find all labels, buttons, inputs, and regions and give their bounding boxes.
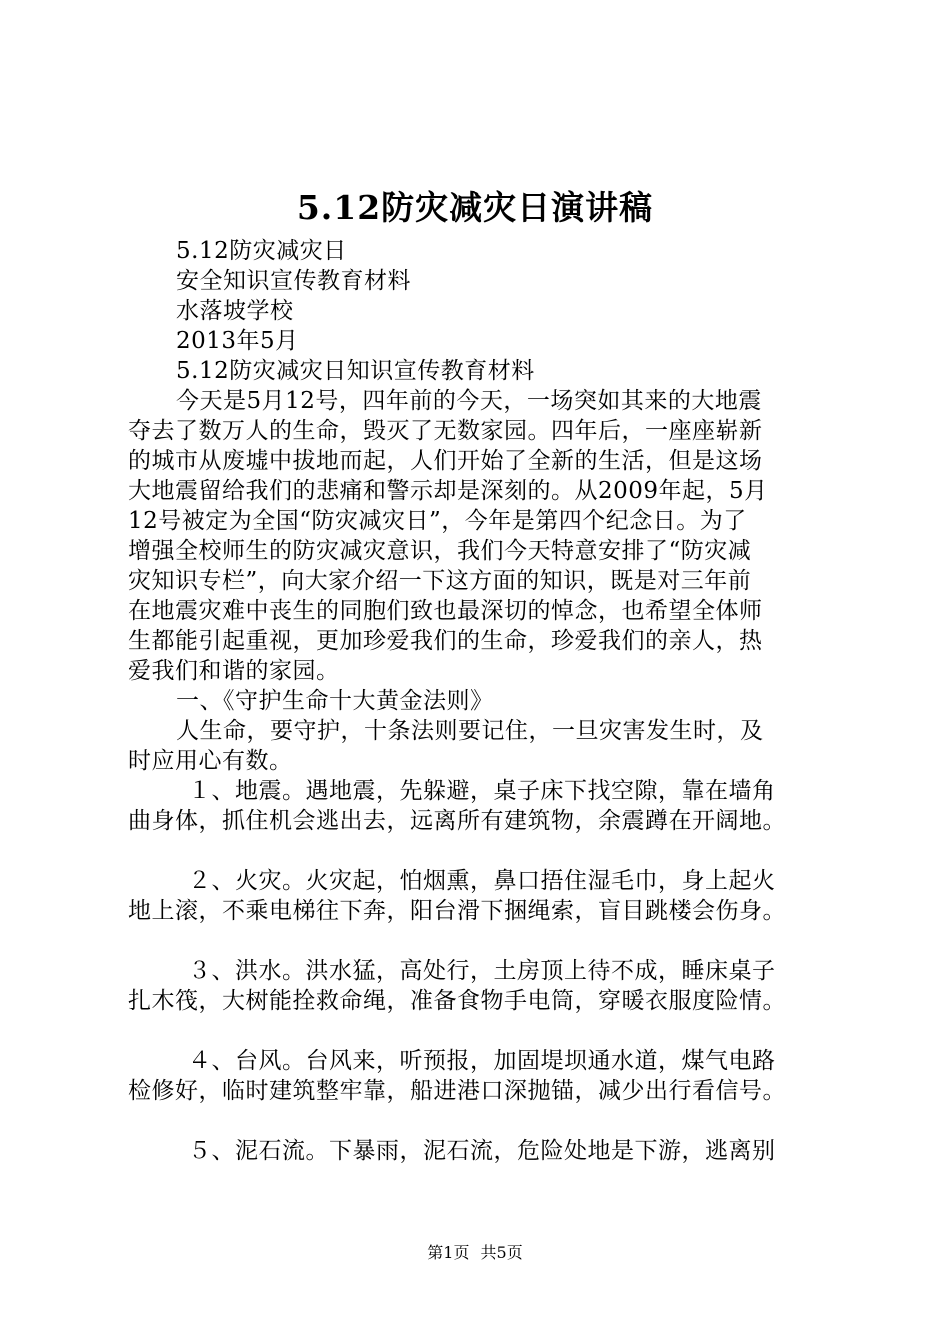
document-title: 5.12防灾减灾日演讲稿	[296, 188, 654, 227]
page-total: 共5页	[480, 1243, 523, 1262]
intro-line: 灾知识专栏”，向大家介绍一下这方面的知识，既是对三年前	[128, 568, 752, 594]
intro-line: 今天是5月12号，四年前的今天，一场突如其来的大地震	[176, 388, 762, 414]
rule-3-line: 扎木筏，大树能拴救命绳，准备食物手电筒，穿暖衣服度险情。	[128, 988, 786, 1014]
rule-2-line: ２、火灾。火灾起，怕烟熏，鼻口捂住湿毛巾，身上起火	[188, 868, 776, 894]
intro-line: 大地震留给我们的悲痛和警示却是深刻的。从2009年起，5月	[128, 478, 768, 504]
rule-4-line: 检修好，临时建筑整牢靠，船进港口深抛锚，减少出行看信号。	[128, 1078, 786, 1104]
header-line: 安全知识宣传教育材料	[176, 268, 411, 294]
rule-2-line: 地上滚，不乘电梯往下奔，阳台滑下捆绳索，盲目跳楼会伤身。	[128, 898, 786, 924]
rule-1-line: 曲身体，抓住机会逃出去，远离所有建筑物，余震蹲在开阔地。	[128, 808, 786, 834]
intro-line: 爱我们和谐的家园。	[128, 658, 340, 684]
intro-line: 的城市从废墟中拔地而起，人们开始了全新的生活，但是这场	[128, 448, 763, 474]
paragraph-gap	[128, 926, 846, 956]
paragraph-gap	[128, 1106, 846, 1136]
paragraph-gap	[128, 1016, 846, 1046]
header-line: 2013年5月	[176, 328, 299, 354]
section-intro-line: 时应用心有数。	[128, 748, 293, 774]
rule-5-line: ５、泥石流。下暴雨，泥石流，危险处地是下游，逃离别	[188, 1138, 776, 1164]
rule-3-line: ３、洪水。洪水猛，高处行，土房顶上待不成，睡床桌子	[188, 958, 776, 984]
page-number: 第1页	[427, 1243, 470, 1262]
page-footer	[0, 1243, 950, 1263]
rule-4-line: ４、台风。台风来，听预报，加固堤坝通水道，煤气电路	[188, 1048, 776, 1074]
section-heading: 一、《守护生命十大黄金法则》	[176, 688, 494, 714]
intro-line: 在地震灾难中丧生的同胞们致也最深切的悼念，也希望全体师	[128, 598, 763, 624]
header-line: 5.12防灾减灾日	[176, 238, 347, 264]
document-body	[128, 236, 846, 1166]
paragraph-gap	[128, 836, 846, 866]
intro-line: 生都能引起重视，更加珍爱我们的生命，珍爱我们的亲人，热	[128, 628, 763, 654]
header-line: 水落坡学校	[176, 298, 294, 324]
section-intro-line: 人生命，要守护，十条法则要记住，一旦灾害发生时，及	[176, 718, 764, 744]
intro-line: 12号被定为全国“防灾减灾日”，今年是第四个纪念日。为了	[128, 508, 747, 534]
header-line: 5.12防灾减灾日知识宣传教育材料	[176, 358, 535, 384]
intro-line: 夺去了数万人的生命，毁灭了无数家园。四年后，一座座崭新	[128, 418, 763, 444]
rule-1-line: １、地震。遇地震，先躲避，桌子床下找空隙，靠在墙角	[188, 778, 776, 804]
intro-line: 增强全校师生的防灾减灾意识，我们今天特意安排了“防灾减	[128, 538, 752, 564]
